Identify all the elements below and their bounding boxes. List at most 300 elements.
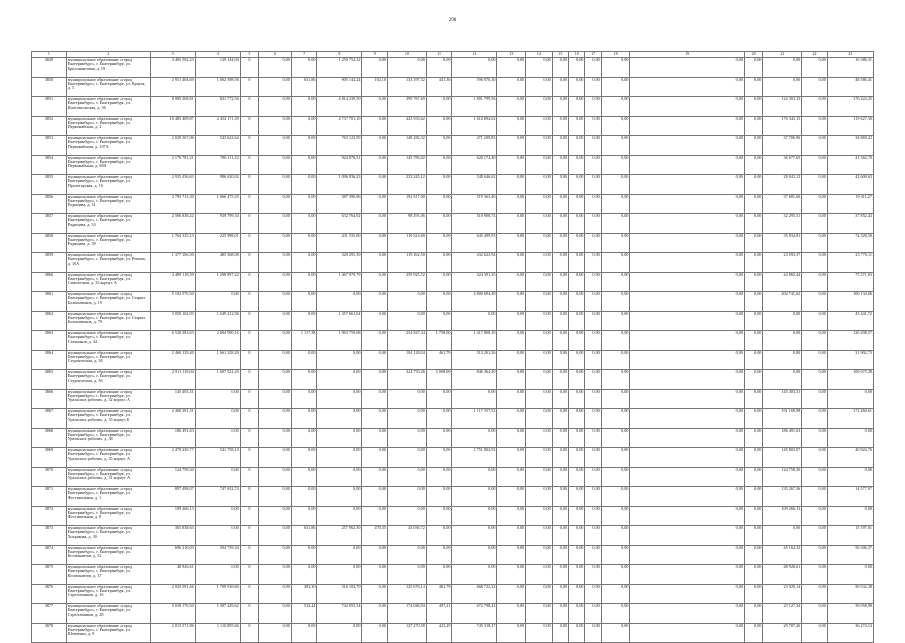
value-cell: 0,00 [585,565,601,585]
value-cell: 0,00 [802,448,828,468]
value-cell: 0,00 [802,58,828,78]
value-cell: 0,00 [452,311,497,331]
value-cell: 45 164,32 [763,545,802,565]
value-cell: 0,00 [569,311,585,331]
value-cell: 0,00 [585,604,601,624]
value-cell: 37 852,43 [827,214,873,234]
value-cell: 43 441,72 [827,311,873,331]
column-number: 10 [387,52,426,58]
value-cell: 0,00 [552,175,568,195]
value-cell: 532,44 [291,604,317,624]
row-id-cell: 3850 [32,77,67,97]
value-cell: 939 799,34 [195,214,240,234]
value-cell: 513 201,26 [452,350,497,370]
value-cell: 28 043,12 [763,175,802,195]
row-id-cell: 3867 [32,409,67,429]
value-cell: 423,29 [426,623,452,643]
value-cell: 0,00 [362,175,388,195]
value-cell: 0 [240,214,258,234]
value-cell: 0,00 [526,526,553,546]
value-cell: 0,00 [362,448,388,468]
value-cell: 0,00 [526,292,553,312]
value-cell: 0,00 [526,487,553,507]
value-cell: 0 [240,292,258,312]
value-cell: 0,00 [744,253,762,273]
value-cell: 0,00 [387,467,426,487]
address-cell: муниципальное образование «город Екатеринбург», г. Екатеринбург, ул. Фестивальная, д. 8 [66,506,150,526]
address-cell: муниципальное образование «город Екатеринбург», г. Екатеринбург, ул. Студенческая, д. 56 [66,370,150,390]
value-cell: 0,00 [630,331,745,351]
value-cell: 0,00 [426,565,452,585]
value-cell: 0,00 [195,428,240,448]
value-cell: 0,00 [552,604,568,624]
value-cell: 0,00 [802,253,828,273]
value-cell: 0,00 [426,409,452,429]
value-cell: 0,00 [497,467,526,487]
value-cell: 0,00 [601,116,630,136]
value-cell: 174 046,94 [387,604,426,624]
value-cell: 0,00 [569,58,585,78]
value-cell: 0,00 [601,272,630,292]
value-cell: 0,00 [569,136,585,156]
column-number: 4 [195,52,240,58]
row-id-cell: 3863 [32,331,67,351]
value-cell: 202 741,62 [763,292,802,312]
value-cell: 0,00 [744,467,762,487]
value-cell: 0,00 [585,214,601,234]
row-id-cell: 3853 [32,136,67,156]
value-cell: 0,00 [585,331,601,351]
value-cell: 0,00 [291,506,317,526]
value-cell: 0,00 [601,428,630,448]
value-cell: 0,00 [802,545,828,565]
value-cell: 0,00 [630,467,745,487]
value-cell: 0,00 [362,350,388,370]
value-cell: 23 127,34 [763,604,802,624]
value-cell: 0,00 [362,428,388,448]
value-cell: 124 758,30 [763,467,802,487]
value-cell: 119 323,69 [387,233,426,253]
value-cell: 0,00 [744,331,762,351]
table-row [32,370,874,390]
value-cell: 5 008,00 [426,370,452,390]
address-cell: муниципальное образование «город Екатеринбург», г. Екатеринбург, ул. Радищева, д. 39 [66,233,150,253]
value-cell: 2 170 781,21 [150,155,195,175]
value-cell: 0,00 [452,58,497,78]
value-cell: 0,00 [630,604,745,624]
value-cell: 0,00 [585,233,601,253]
value-cell: 2 468 381,31 [150,409,195,429]
value-cell: 0,00 [259,565,292,585]
value-cell: 0,00 [763,526,802,546]
value-cell: 2 004 990,16 [195,331,240,351]
row-id-cell: 3873 [32,526,67,546]
value-cell: 0,00 [601,175,630,195]
value-cell: 1 610 894,02 [452,116,497,136]
value-cell: 0,00 [526,194,553,214]
row-id-cell: 3856 [32,194,67,214]
value-cell: 0,00 [744,545,762,565]
value-cell: 0,00 [291,155,317,175]
value-cell: 0,00 [497,584,526,604]
value-cell: 0,00 [526,428,553,448]
value-cell: 316 103,70 [317,584,362,604]
value-cell: 0,00 [497,623,526,643]
value-cell: 0,00 [744,604,762,624]
value-cell: 0,00 [630,155,745,175]
value-cell: 125 676,14 [387,584,426,604]
value-cell: 905 144,24 [317,77,362,97]
value-cell: 74 328,50 [827,233,873,253]
value-cell: 0,00 [362,214,388,234]
value-cell: 0,00 [317,292,362,312]
value-cell: 631,86 [291,526,317,546]
value-cell: 0 [240,175,258,195]
value-cell: 145 403,31 [150,389,195,409]
value-cell: 0,00 [630,311,745,331]
value-cell: 0,00 [291,272,317,292]
value-cell: 0,00 [552,350,568,370]
value-cell: 0,00 [569,253,585,273]
value-cell: 0,00 [552,97,568,117]
value-cell: 0,00 [630,545,745,565]
value-cell: 0,00 [569,331,585,351]
value-cell: 0,00 [585,175,601,195]
column-number: 23 [827,52,873,58]
value-cell: 0,00 [259,370,292,390]
table-row [32,526,874,546]
value-cell: 0,00 [763,311,802,331]
value-cell: 0,00 [601,331,630,351]
value-cell: 831 772,56 [195,97,240,117]
value-cell: 0,00 [526,175,553,195]
address-cell: муниципальное образование «город Екатеринбург», г. Екатеринбург, ул. Пролетарская, д. 16 [66,175,150,195]
value-cell: 0,00 [362,565,388,585]
value-cell: 2 506 838,42 [150,214,195,234]
address-cell: муниципальное образование «город Екатеринбург», г. Екатеринбург, ул. Стачников, д. 44 [66,331,150,351]
table-row [32,448,874,468]
value-cell: 0,00 [630,370,745,390]
value-cell: 0,00 [585,58,601,78]
value-cell: 1 801 799,56 [452,97,497,117]
value-cell: 0,00 [569,623,585,643]
value-cell: 0,00 [452,487,497,507]
value-cell: 0,00 [362,136,388,156]
address-cell: муниципальное образование «город Екатеринбург», г. Екатеринбург, ул. Репина, д. 10А [66,253,150,273]
address-cell: муниципальное образование «город Екатеринбург», г. Екатеринбург, ул. Уральских рабочих, д. 32 корпус А [66,389,150,409]
value-cell: 0,00 [569,545,585,565]
value-cell: 0,00 [744,77,762,97]
value-cell: 0,00 [744,194,762,214]
value-cell: 0,00 [802,175,828,195]
value-cell: 1 096 836,23 [317,175,362,195]
row-id-cell: 3866 [32,389,67,409]
value-cell: 0,00 [744,623,762,643]
value-cell: 0,00 [585,467,601,487]
table-row [32,233,874,253]
column-number: 11 [426,52,452,58]
value-cell: 259 923,52 [387,272,426,292]
value-cell: 0,00 [802,506,828,526]
value-cell: 0,00 [362,506,388,526]
value-cell: 0,00 [387,409,426,429]
address-cell: муниципальное образование «город Екатеринбург», г. Екатеринбург, ул. Стрелочников, д. 28 [66,604,150,624]
value-cell: 0,00 [763,350,802,370]
value-cell: 0,00 [585,97,601,117]
value-cell: 4 800 694,48 [452,292,497,312]
value-cell: 29 787,26 [763,623,802,643]
value-cell: 1 117,38 [291,331,317,351]
value-cell: 0,00 [630,623,745,643]
value-cell: 0,00 [552,584,568,604]
value-cell: 0,00 [526,389,553,409]
address-cell: муниципальное образование «город Екатеринбург», г. Екатеринбург, ул. Фестивальная, д. 1 [66,487,150,507]
value-cell: 0,00 [362,584,388,604]
value-cell: 145 803,07 [763,448,802,468]
value-cell: 461,79 [426,584,452,604]
value-cell: 0,00 [259,233,292,253]
value-cell: 0,00 [763,77,802,97]
value-cell: 0,00 [526,272,553,292]
value-cell: 0,00 [259,487,292,507]
value-cell: 0,00 [552,194,568,214]
value-cell: 0,00 [526,155,553,175]
value-cell: 0,00 [291,292,317,312]
value-cell: 0,00 [426,155,452,175]
value-cell: 0,00 [362,233,388,253]
row-id-cell: 3872 [32,506,67,526]
value-cell: 0,00 [585,584,601,604]
value-cell: 8 085 268,81 [150,97,195,117]
value-cell: 0,00 [569,194,585,214]
value-cell: 0,00 [362,545,388,565]
value-cell: 0,00 [601,545,630,565]
value-cell: 0,00 [317,545,362,565]
value-cell: 0,00 [601,487,630,507]
value-cell: 0,00 [497,526,526,546]
value-cell: 0,00 [526,77,553,97]
address-cell: муниципальное образование «город Екатеринбург», г. Екатеринбург, ул. Уральских рабочих, д. 35 корпус А [66,448,150,468]
value-cell: 0,00 [569,565,585,585]
value-cell: 15 397,01 [827,526,873,546]
value-cell: 0,00 [630,97,745,117]
value-cell: 0,00 [601,155,630,175]
value-cell: 0,00 [569,97,585,117]
value-cell: 0,00 [259,116,292,136]
value-cell: 1 607 521,20 [195,370,240,390]
value-cell: 0,00 [552,409,568,429]
value-cell: 387 390,96 [317,194,362,214]
value-cell: 109 266,13 [763,506,802,526]
value-cell: 148 282,32 [387,136,426,156]
address-cell: муниципальное образование «город Екатеринбург», г. Екатеринбург, ул. Первомайская, д. 107А [66,136,150,156]
value-cell: 37 706,96 [763,136,802,156]
value-cell: 0,00 [630,487,745,507]
value-cell: 0,00 [497,194,526,214]
value-cell: 16 386,31 [827,58,873,78]
value-cell: 75 371,03 [827,272,873,292]
column-number: 19 [630,52,745,58]
value-cell: 2 013 571,86 [150,623,195,643]
value-cell: 98 291,06 [387,214,426,234]
value-cell: 109 675,38 [827,370,873,390]
address-cell: муниципальное образование «город Екатеринбург», г. Екатеринбург, ул. Комсомольская, д. 36 [66,97,150,117]
value-cell: 0,00 [601,526,630,546]
value-cell: 1 666 475,35 [195,194,240,214]
value-cell: 0,00 [763,58,802,78]
value-cell: 0,00 [569,409,585,429]
value-cell: 5 102 570,30 [150,292,195,312]
value-cell: 102,10 [362,77,388,97]
value-cell: 0,00 [195,565,240,585]
value-cell: 2 029 367,06 [150,136,195,156]
row-id-cell: 3868 [32,428,67,448]
value-cell: 0,00 [744,155,762,175]
value-cell: 0,00 [552,428,568,448]
value-cell: 0,00 [601,58,630,78]
column-number: 18 [601,52,630,58]
value-cell: 924 070,31 [317,155,362,175]
value-cell: 0,00 [259,350,292,370]
value-cell: 0,00 [426,467,452,487]
value-cell: 0 [240,77,258,97]
value-cell: 36 274,14 [827,623,873,643]
value-cell: 594 739,34 [195,545,240,565]
value-cell: 0,00 [630,233,745,253]
value-cell: 0,00 [497,370,526,390]
value-cell: 4 737 701,10 [317,116,362,136]
value-cell: 0,00 [362,116,388,136]
table-row [32,350,874,370]
value-cell: 0,00 [744,389,762,409]
value-cell: 0,00 [630,58,745,78]
value-cell: 0,00 [387,292,426,312]
value-cell: 0,00 [426,194,452,214]
row-id-cell: 3871 [32,487,67,507]
table-row [32,409,874,429]
value-cell: 2 454 171,39 [195,116,240,136]
value-cell: 0,00 [802,214,828,234]
value-cell: 0,00 [497,292,526,312]
value-cell: 0,00 [497,175,526,195]
value-cell: 0,00 [552,253,568,273]
value-cell: 0 [240,506,258,526]
row-id-cell: 3855 [32,175,67,195]
value-cell: 0,00 [744,565,762,585]
address-cell: муниципальное образование «город Екатеринбург», г. Екатеринбург, ул. Крауля, д. 5 [66,77,150,97]
value-cell: 0,00 [802,409,828,429]
value-cell: 0,00 [569,350,585,370]
value-cell: 0,00 [317,350,362,370]
value-cell: 0,00 [569,428,585,448]
value-cell: 0,00 [497,77,526,97]
table-row [32,311,874,331]
value-cell: 0,00 [426,253,452,273]
value-cell: 0,00 [630,136,745,156]
value-cell: 0,00 [387,311,426,331]
value-cell: 0,00 [585,487,601,507]
value-cell: 0,00 [291,214,317,234]
value-cell: 0,00 [585,155,601,175]
value-cell: 1 751 802,92 [452,448,497,468]
column-number: 2 [66,52,150,58]
value-cell: 0,00 [291,58,317,78]
value-cell: 510 908,74 [452,214,497,234]
value-cell: 0,00 [601,253,630,273]
value-cell: 0,00 [630,409,745,429]
row-id-cell: 3878 [32,623,67,643]
value-cell: 0,00 [497,604,526,624]
value-cell: 0 [240,448,258,468]
value-cell: 56 306,37 [827,545,873,565]
value-cell: 0 [240,370,258,390]
row-id-cell: 3864 [32,350,67,370]
value-cell: 0,00 [452,506,497,526]
value-cell: 0,00 [526,97,553,117]
value-cell: 0,00 [195,409,240,429]
value-cell: 0 [240,253,258,273]
value-cell: 1 963 759,68 [317,331,362,351]
value-cell: 0,00 [827,506,873,526]
address-cell: муниципальное образование «город Екатеринбург», г. Екатеринбург, ул. Первомайская, д. 68А [66,155,150,175]
value-cell: 2 951 404,69 [150,77,195,97]
value-cell: 0,00 [426,448,452,468]
value-cell: 0,00 [802,584,828,604]
value-cell: 0,00 [763,331,802,351]
value-cell: 40 824,76 [827,448,873,468]
value-cell: 0,00 [259,467,292,487]
value-cell: 0,00 [569,272,585,292]
value-cell: 0,00 [585,506,601,526]
value-cell: 441,36 [426,77,452,97]
value-cell: 0 [240,467,258,487]
value-cell: 672 798,42 [452,604,497,624]
value-cell: 0,00 [802,389,828,409]
value-cell: 1 387 229,62 [195,604,240,624]
value-cell: 0,00 [291,175,317,195]
value-cell: 0,00 [291,233,317,253]
value-cell: 0,00 [552,545,568,565]
value-cell: 1 250 754,32 [317,58,362,78]
value-cell: 1 764 325,13 [150,233,195,253]
value-cell: 485 568,08 [195,253,240,273]
page-number: 298 [448,18,457,23]
value-cell: 44 865,44 [763,272,802,292]
value-cell: 0,00 [802,331,828,351]
value-cell: 0,00 [426,487,452,507]
value-cell: 1 758,00 [426,331,452,351]
column-number: 8 [317,52,362,58]
column-number: 22 [802,52,828,58]
value-cell: 0,00 [526,448,553,468]
value-cell: 0,00 [569,584,585,604]
address-cell: муниципальное образование «город Екатеринбург», г. Екатеринбург, ул. Уральских рабочих, д. 31 корпус А [66,467,150,487]
value-cell: 0,00 [317,623,362,643]
value-cell: 2 911 118,04 [150,370,195,390]
value-cell: 0,00 [744,272,762,292]
value-cell: 0,00 [362,467,388,487]
value-cell: 0,00 [362,409,388,429]
table-row [32,389,874,409]
value-cell: 745 318,37 [452,623,497,643]
value-cell: 0,00 [317,428,362,448]
value-cell: 1 110 895,66 [195,623,240,643]
value-cell: 0,00 [259,604,292,624]
value-cell: 0,00 [585,253,601,273]
value-cell: 696 210,03 [150,545,195,565]
value-cell: 0,00 [526,233,553,253]
value-cell: 0,00 [601,584,630,604]
